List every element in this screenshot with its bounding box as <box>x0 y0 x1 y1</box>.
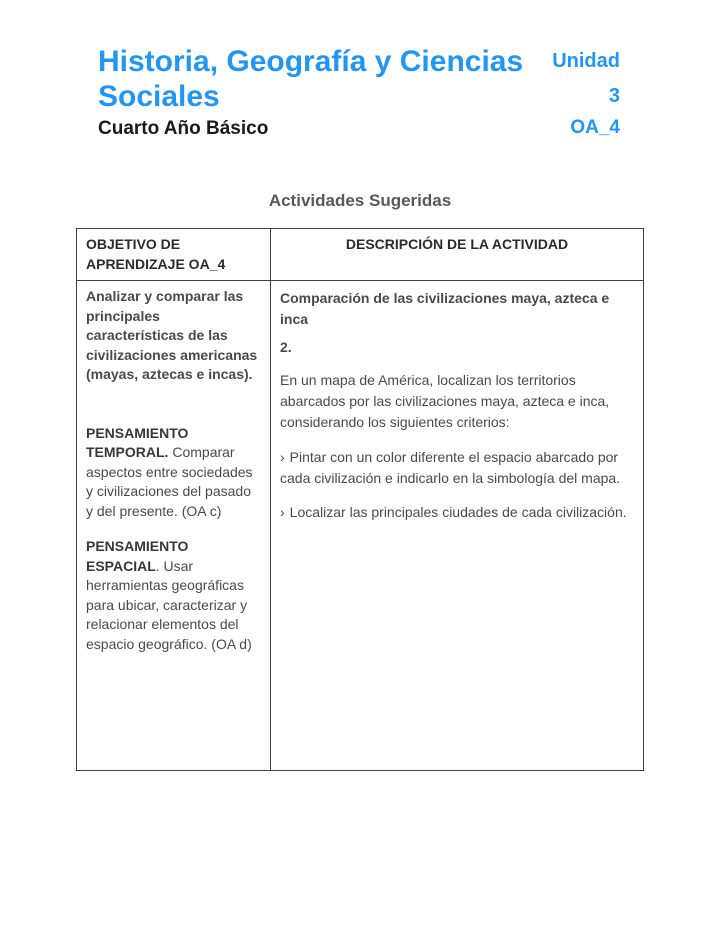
objective-cell <box>77 281 270 770</box>
grade-level: Cuarto Año Básico <box>98 118 269 139</box>
activity-bullet-1-text: Pintar con un color diferente el espacio abarcado por cada civilización e indicarlo en la simbología del mapa. <box>280 449 621 486</box>
unit-label: Unidad 3 <box>552 50 620 107</box>
spatial-thinking-label: PENSAMIENTO ESPACIAL <box>86 538 189 574</box>
column-header-objective: OBJETIVO DE APRENDIZAJE OA_4 <box>77 229 270 281</box>
activity-intro: En un mapa de América, localizan los territorios abarcados por las civilizaciones maya, azteca e inca, considerando los siguientes criterios: <box>280 372 610 430</box>
section-title: Actividades Sugeridas <box>268 191 452 210</box>
activity-bullet-1 <box>280 447 634 489</box>
header-left-block <box>98 44 548 142</box>
activity-number: 2. <box>280 339 292 355</box>
bullet-marker: › <box>280 449 285 465</box>
spatial-thinking-paragraph <box>86 537 261 654</box>
activity-title: Comparación de las civilizaciones maya, azteca e inca <box>280 290 610 327</box>
oa-code: OA_4 <box>570 117 620 138</box>
activity-bullet-2-text: Localizar las principales ciudades de cada civilización. <box>289 504 627 520</box>
temporal-thinking-text: Comparar aspectos entre sociedades y civilizaciones del pasado y del presente. (OA c) <box>86 444 253 519</box>
temporal-thinking-label: PENSAMIENTO TEMPORAL. <box>86 424 189 460</box>
activities-table <box>76 228 644 771</box>
temporal-thinking-paragraph <box>86 424 261 522</box>
activity-cell <box>270 281 643 770</box>
header-right-block <box>548 44 620 142</box>
subject-title: Historia, Geografía y Ciencias Sociales <box>98 45 524 113</box>
column-header-description: DESCRIPCIÓN DE LA ACTIVIDAD <box>270 229 643 281</box>
bullet-marker: › <box>280 504 285 520</box>
activity-bullet-2 <box>280 502 634 523</box>
spatial-thinking-text: . Usar herramientas geográficas para ubicar, caracterizar y relacionar elementos del espacio geográfico. (OA d) <box>86 557 252 652</box>
objective-main-text: Analizar y comparar las principales características de las civilizaciones americanas (mayas, aztecas e incas). <box>86 288 258 382</box>
document-header <box>0 0 720 142</box>
